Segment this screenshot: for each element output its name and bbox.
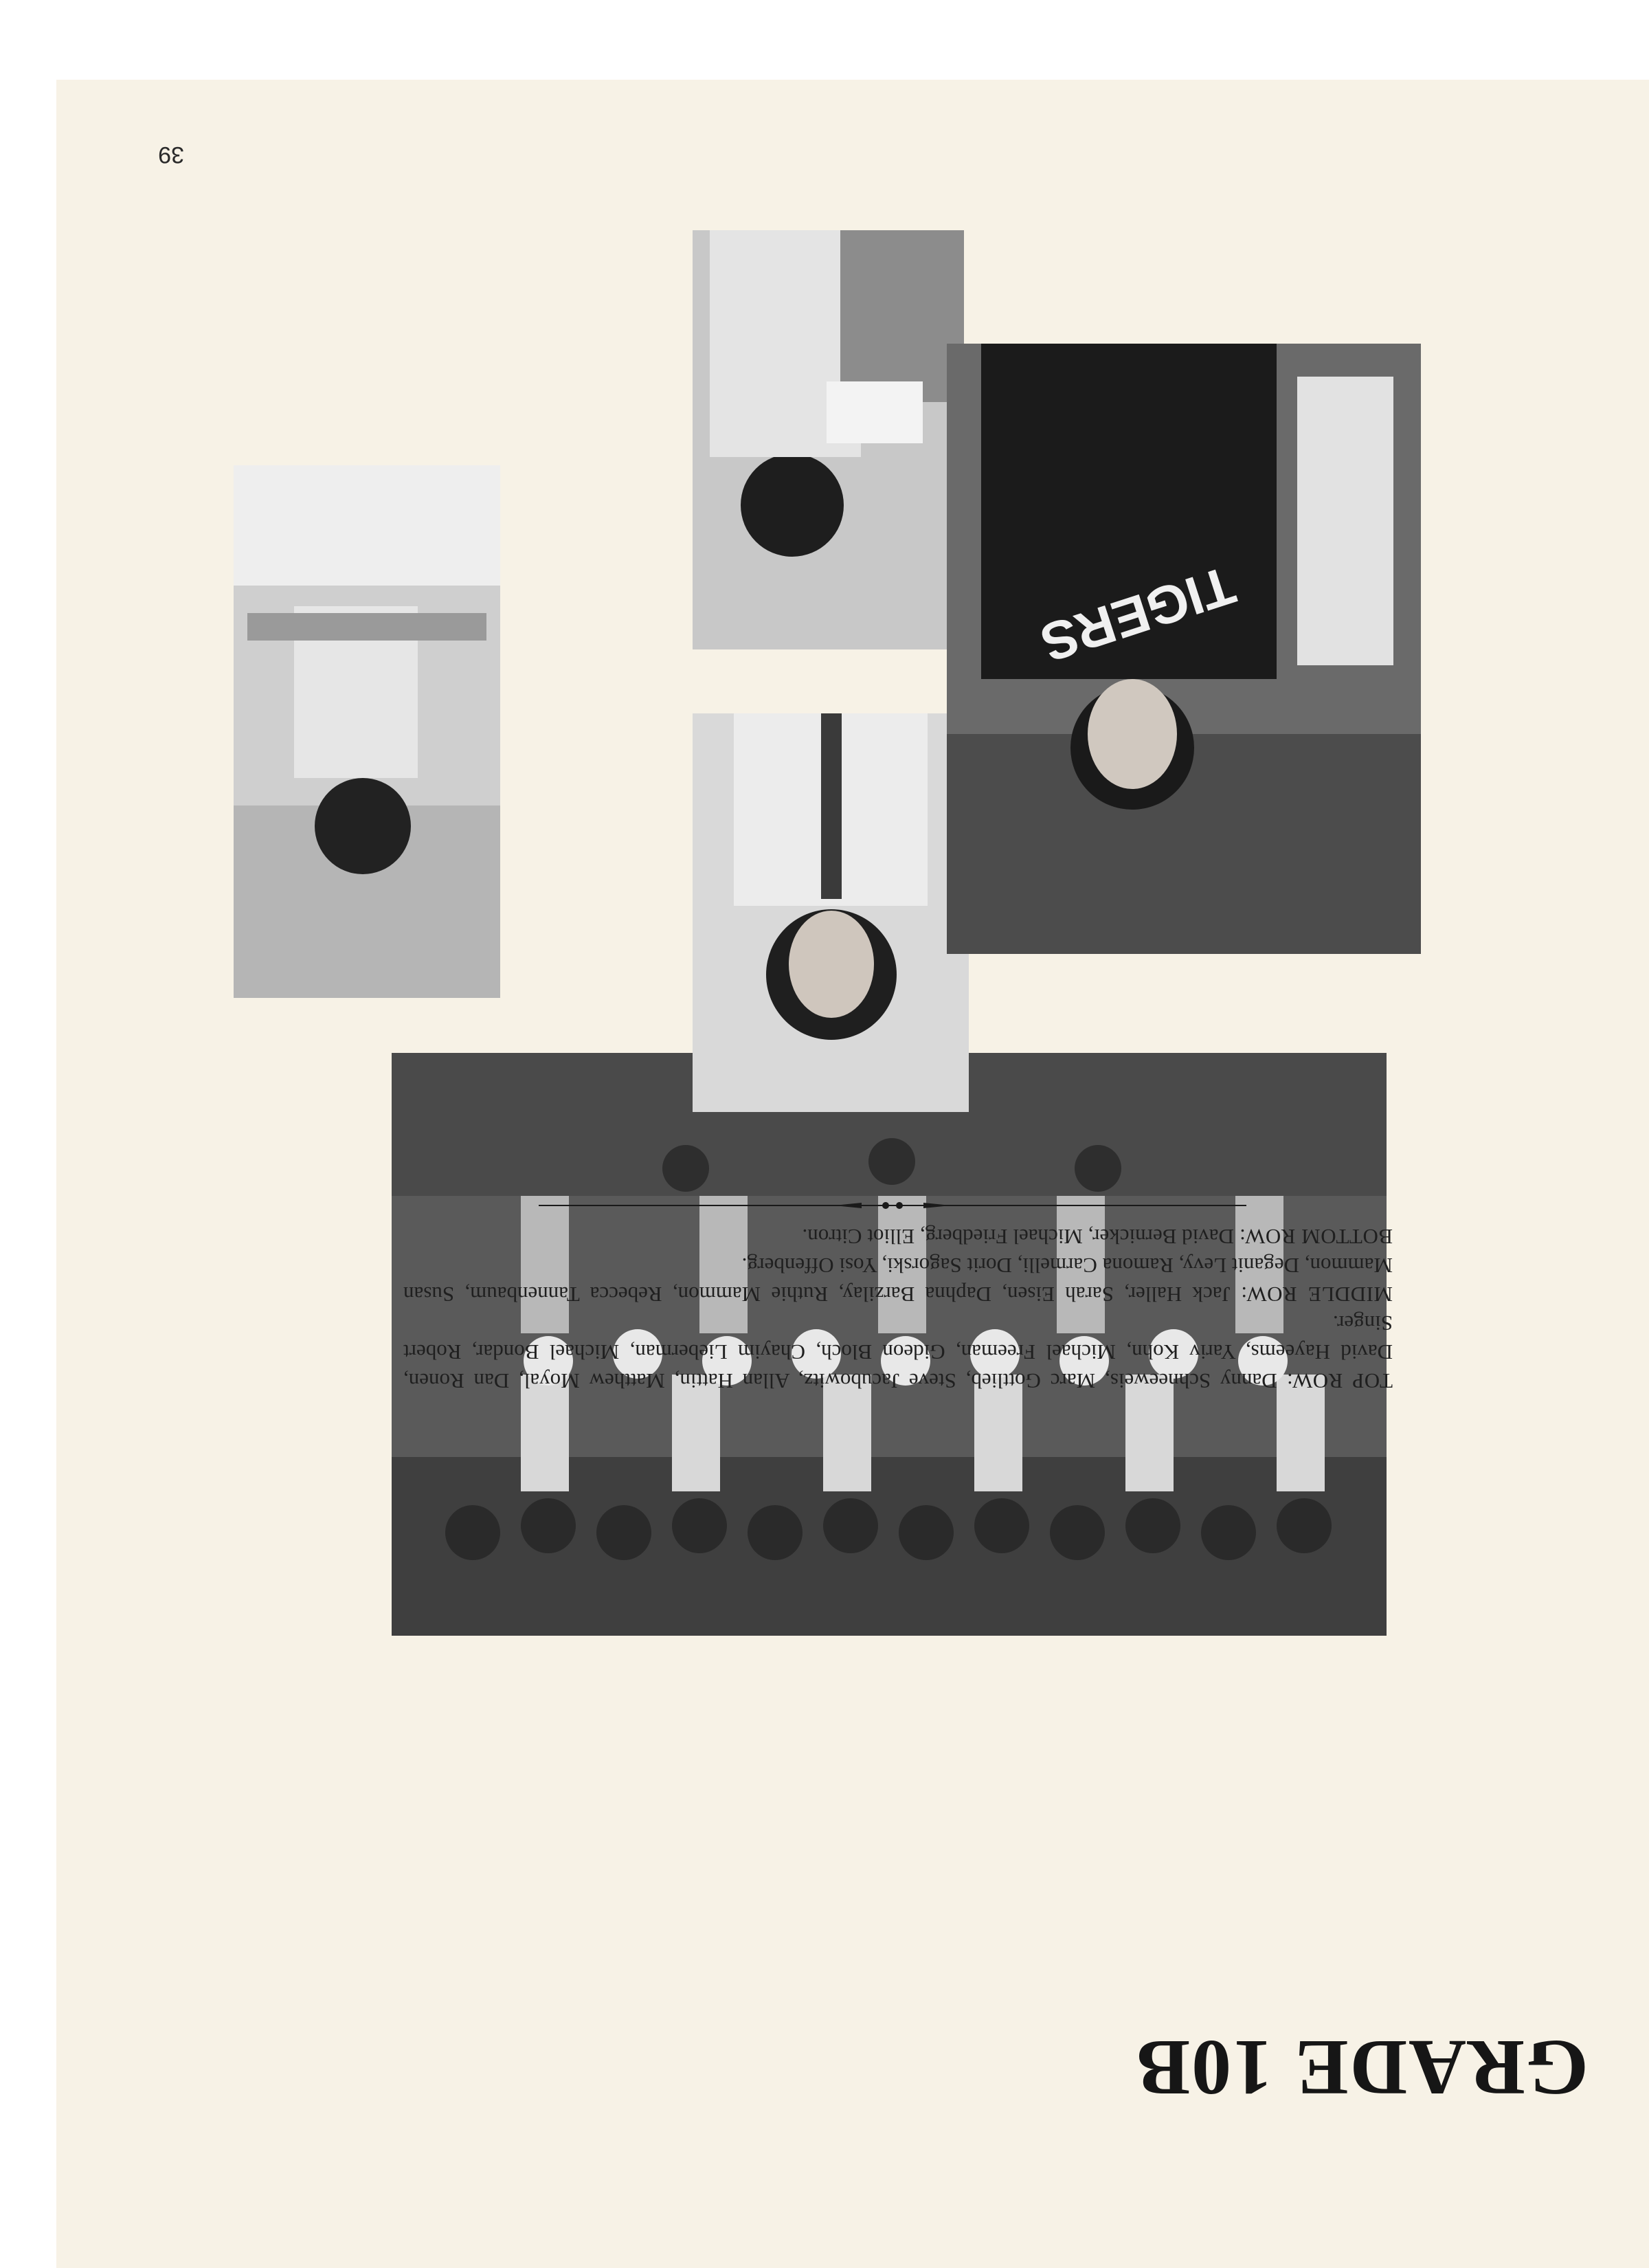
tigers-jersey-image xyxy=(947,344,1421,954)
bottom-row-label: BOTTOM ROW: xyxy=(1239,1225,1393,1249)
ornamental-divider xyxy=(539,1199,1246,1212)
caption-bottom-row xyxy=(403,1222,1393,1251)
student-reading-image xyxy=(693,230,964,649)
class-caption xyxy=(403,1222,1393,1395)
middle-row-names: Jack Haller, Sarah Eisen, Daphna Barzilay, Ruthie Mammon, Rebecca Tannenbaum, Susan Mammon, Deganit Levy, Ramona Carmelli, Dorit Sagorski, Yosi Offenberg. xyxy=(403,1254,1393,1307)
student-at-desk-image xyxy=(234,465,500,998)
caption-top-row xyxy=(403,1309,1393,1395)
student-at-desk-photo xyxy=(234,465,500,998)
bottom-row-names: David Bernicker, Michael Friedberg, Elliot Citron. xyxy=(802,1225,1234,1249)
top-row-names: Danny Schneeweis, Marc Gottlieb, Steve Jacubowitz, Allan Hattin, Matthew Moyal, Dan Ronen, David Hayeems, Yariv Kohn, Michael Freeman, Gideon Bloch, Chayim Lieberman, Michael Bondar, Robert Singer. xyxy=(403,1311,1393,1393)
student-tigers-jersey-photo xyxy=(947,344,1421,954)
student-portrait-image xyxy=(693,713,969,1112)
student-reading-photo xyxy=(693,230,964,649)
jersey-text: TIGERS xyxy=(1033,554,1243,674)
middle-row-label: MIDDLE ROW: xyxy=(1240,1282,1393,1307)
caption-middle-row xyxy=(403,1251,1393,1309)
top-row-label: TOP ROW: xyxy=(1286,1369,1393,1393)
page-number: 39 xyxy=(158,142,184,168)
student-portrait-photo xyxy=(693,713,969,1112)
page-title: GRADE 10B xyxy=(1135,2023,1589,2111)
divider-ornament xyxy=(539,1199,1246,1212)
